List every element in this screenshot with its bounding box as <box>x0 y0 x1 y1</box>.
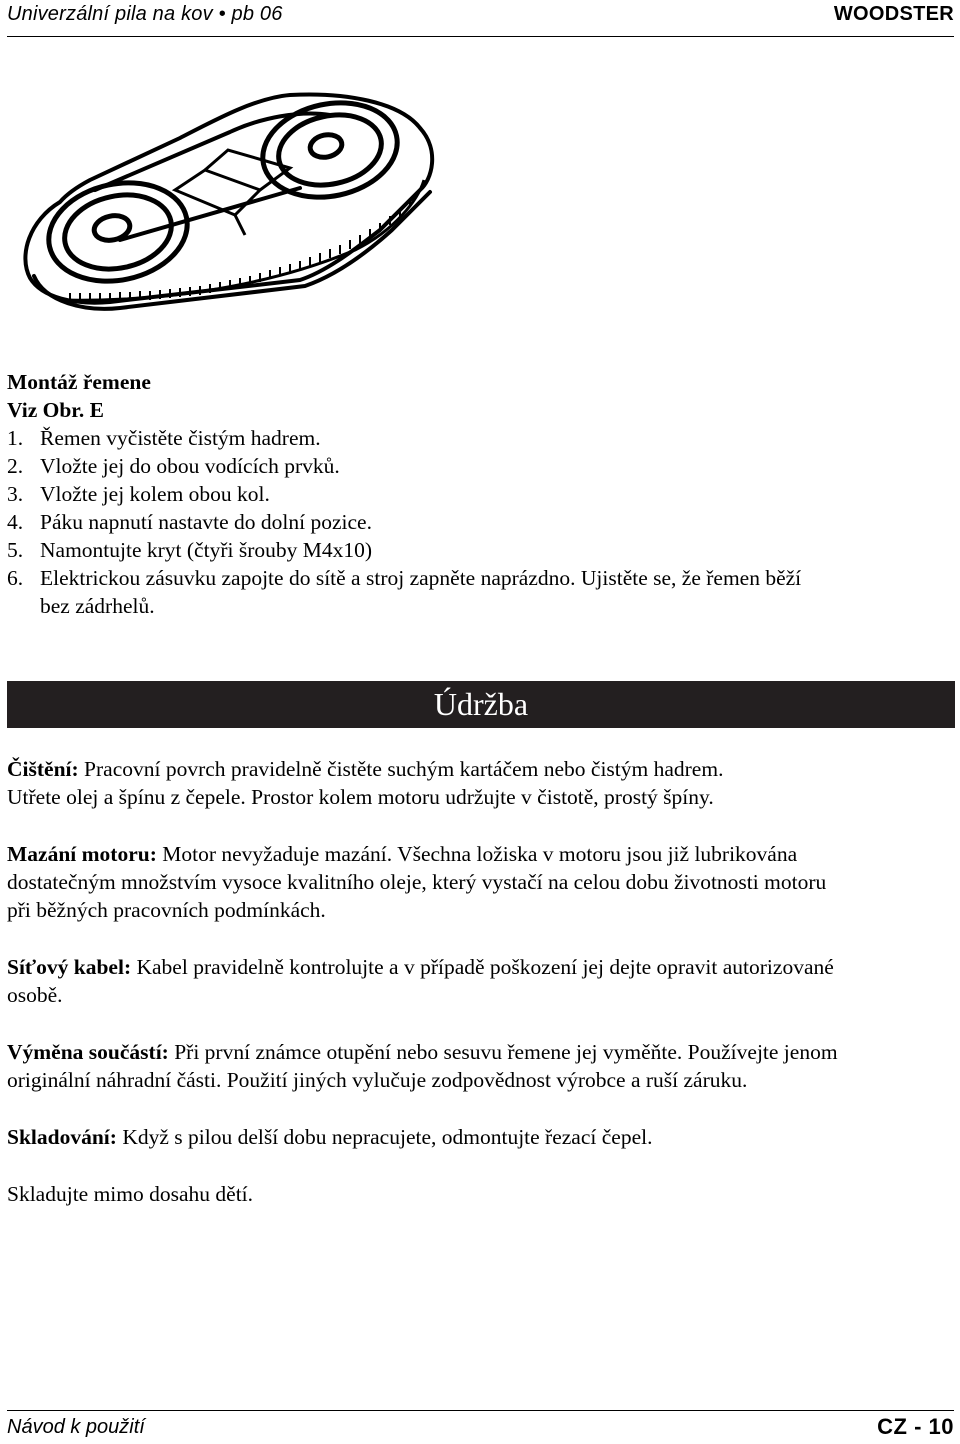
list-item <box>7 508 953 536</box>
step-number: 3. <box>7 482 24 506</box>
step-number: 5. <box>7 538 24 562</box>
step-text: Vložte jej do obou vodících prvků. <box>40 454 340 478</box>
step-text: Namontujte kryt (čtyři šrouby M4x10) <box>40 538 373 562</box>
band-saw-belt-illustration-icon <box>0 40 960 330</box>
storage-text: Když s pilou delší dobu nepracujete, odmontujte řezací čepel. <box>116 1125 653 1149</box>
step-text: Řemen vyčistěte čistým hadrem. <box>40 426 321 450</box>
list-item <box>7 452 953 480</box>
belt-installation-section <box>7 368 953 620</box>
header-divider <box>7 36 954 37</box>
step-text: Páku napnutí nastavte do dolní pozice. <box>40 510 372 534</box>
figure-reference: Viz Obr. E <box>7 398 104 422</box>
list-item <box>7 564 953 592</box>
step-text: Vložte jej kolem obou kol. <box>40 482 270 506</box>
cable-label: Síťový kabel: <box>7 955 132 979</box>
step-number: 4. <box>7 510 24 534</box>
step-number: 6. <box>7 566 24 590</box>
storage-paragraph <box>7 1123 953 1151</box>
list-item <box>7 536 953 564</box>
footer-title: Návod k použití <box>7 1416 145 1438</box>
page-number: CZ - 10 <box>877 1414 954 1439</box>
cable-text: Kabel pravidelně kontrolujte a v případě poškození jej dejte opravit autorizované <box>131 955 834 979</box>
list-item <box>7 424 953 452</box>
cable-paragraph <box>7 953 953 1009</box>
lubrication-paragraph <box>7 840 953 924</box>
section-title: Montáž řemene <box>7 370 151 394</box>
step-number: 1. <box>7 426 24 450</box>
step-number: 2. <box>7 454 24 478</box>
maintenance-section <box>7 755 953 1208</box>
children-warning: Skladujte mimo dosahu dětí. <box>7 1182 254 1206</box>
maintenance-heading: Údržba <box>7 681 955 728</box>
lubrication-text: při běžných pracovních podmínkách. <box>7 898 326 922</box>
list-item-continuation <box>7 592 953 620</box>
parts-text: originální náhradní části. Použití jiných vylučuje zodpovědnost výrobce a ruší záruku. <box>7 1068 748 1092</box>
lubrication-text: Motor nevyžaduje mazání. Všechna ložiska v motoru jsou již lubrikována <box>156 842 798 866</box>
cable-text: osobě. <box>7 983 63 1007</box>
cleaning-text: Pracovní povrch pravidelně čistěte suchým kartáčem nebo čistým hadrem. <box>78 757 724 781</box>
parts-text: Při první známce otupění nebo sesuvu řemene jej vyměňte. Používejte jenom <box>168 1040 838 1064</box>
cleaning-paragraph <box>7 755 953 811</box>
lubrication-label: Mazání motoru: <box>7 842 157 866</box>
parts-paragraph <box>7 1038 953 1094</box>
lubrication-text: dostatečným množstvím vysoce kvalitního oleje, který vystačí na celou dobu životnosti motoru <box>7 870 827 894</box>
cleaning-label: Čištění: <box>7 757 79 781</box>
step-text: Elektrickou zásuvku zapojte do sítě a stroj zapněte naprázdno. Ujistěte se, že řemen běží <box>40 566 802 590</box>
cleaning-text: Utřete olej a špínu z čepele. Prostor kolem motoru udržujte v čistotě, prostý špíny. <box>7 785 714 809</box>
footer-divider <box>7 1410 954 1411</box>
header-title: Univerzální pila na kov • pb 06 <box>7 3 283 25</box>
storage-label: Skladování: <box>7 1125 117 1149</box>
list-item <box>7 480 953 508</box>
parts-label: Výměna součástí: <box>7 1040 169 1064</box>
step-text: bez zádrhelů. <box>40 594 155 618</box>
brand-name: WOODSTER <box>833 3 954 25</box>
